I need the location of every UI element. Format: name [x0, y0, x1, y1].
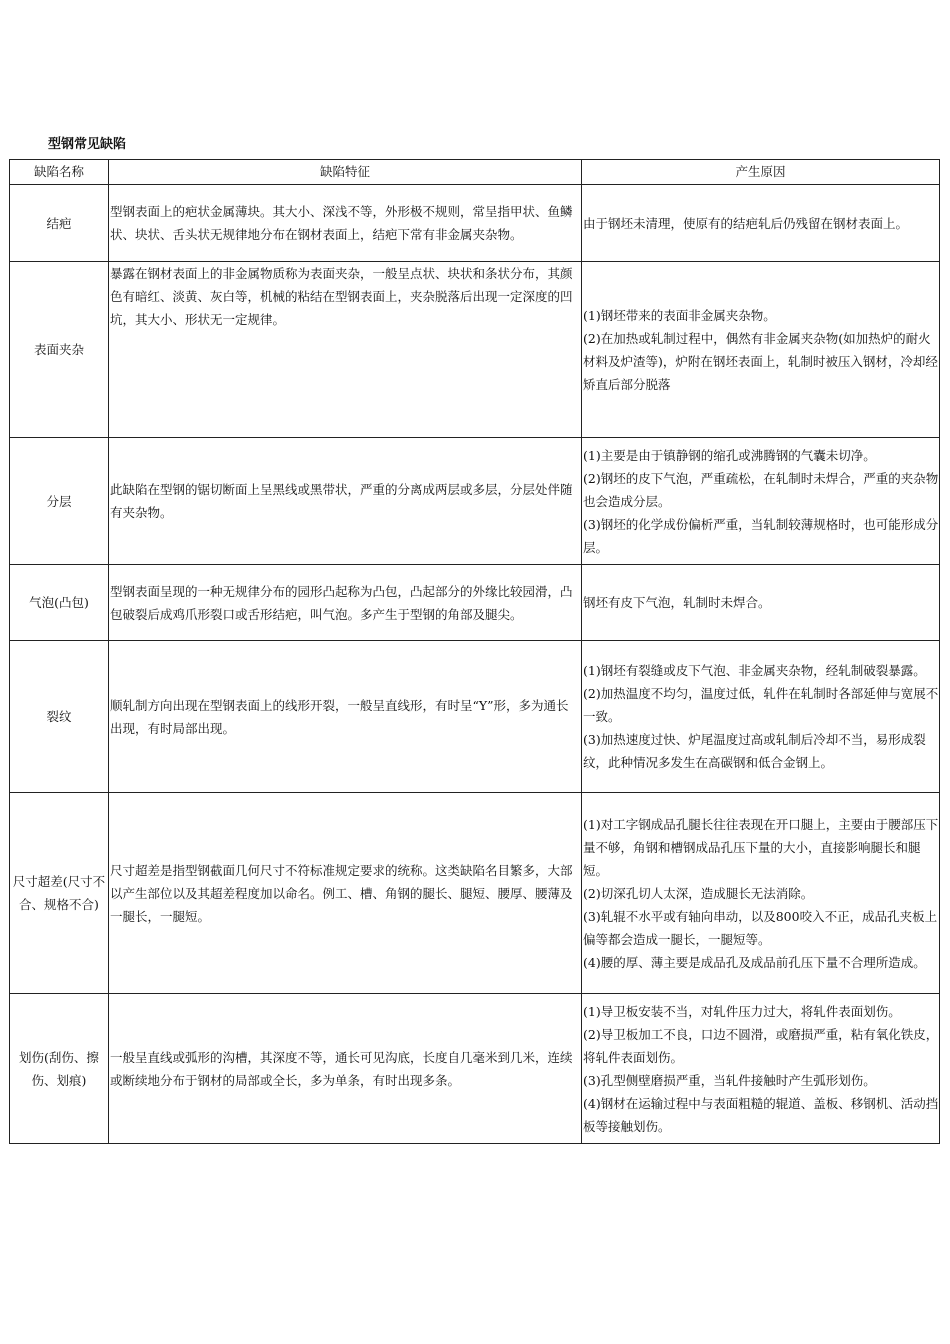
- defect-name: 表面夹杂: [10, 262, 109, 438]
- defect-cause: [582, 262, 940, 438]
- defect-name: 裂纹: [10, 641, 109, 793]
- cause-item: 钢坯有皮下气泡，轧制时未焊合。: [583, 595, 771, 610]
- cause-item: (2)钢坯的皮下气泡，严重疏松，在轧制时未焊合，严重的夹杂物也会造成分层。: [583, 470, 939, 509]
- defect-feature: 一般呈直线或弧形的沟槽，其深度不等，通长可见沟底，长度自几毫米到几米，连续或断续地分布于钢材的局部或全长，多为单条，有时出现多条。: [109, 994, 582, 1144]
- defect-cause: [582, 565, 940, 641]
- table-row: [10, 994, 940, 1144]
- table-header-row: [10, 160, 940, 185]
- table-row: [10, 262, 940, 438]
- table-row: [10, 793, 940, 994]
- cause-item: (4)钢材在运输过程中与表面粗糙的辊道、盖板、移钢机、活动挡板等接触划伤。: [583, 1095, 939, 1134]
- defect-name: 结疤: [10, 185, 109, 262]
- cause-item: (2)切深孔切人太深，造成腿长无法消除。: [583, 885, 814, 901]
- cause-item: (2)导卫板加工不良，口边不圆滑，或磨损严重，粘有氧化铁皮，将轧件表面划伤。: [583, 1026, 939, 1065]
- defect-feature: 型钢表面上的疤状金属薄块。其大小、深浅不等，外形极不规则，常呈指甲状、鱼鳞状、块状、舌头状无规律地分布在钢材表面上，结疤下常有非金属夹杂物。: [109, 185, 582, 262]
- cause-item: (2)加热温度不均匀，温度过低，轧件在轧制时各部延伸与宽展不一致。: [583, 686, 939, 724]
- cause-item: (3)孔型侧壁磨损严重，当轧件接触时产生弧形划伤。: [583, 1072, 876, 1088]
- table-row: [10, 641, 940, 793]
- table-row: [10, 438, 940, 565]
- cause-item: (4)腰的厚、薄主要是成品孔及成品前孔压下量不合理所造成。: [583, 954, 926, 970]
- header-defect-name: 缺陷名称: [10, 160, 109, 185]
- defect-cause: [582, 994, 940, 1144]
- defect-feature: 尺寸超差是指型钢截面几何尺寸不符标准规定要求的统称。这类缺陷名目繁多，大部以产生部位以及其超差程度加以命名。例工、槽、角钢的腿长、腿短、腰厚、腰薄及一腿长，一腿短。: [109, 793, 582, 994]
- cause-item: (1)对工字钢成品孔腿长往往表现在开口腿上，主要由于腰部压下量不够，角钢和槽钢成品孔压下量的大小，直接影响腿长和腿短。: [583, 816, 939, 878]
- defect-name: 划伤(刮伤、擦伤、划痕): [10, 994, 109, 1144]
- cause-item: (1)主要是由于镇静钢的缩孔或沸腾钢的气囊未切净。: [583, 447, 876, 463]
- defect-name: 分层: [10, 438, 109, 565]
- cause-item: 由于钢坯未清理，使原有的结疤轧后仍残留在钢材表面上。: [583, 215, 909, 231]
- defect-cause: [582, 438, 940, 565]
- defect-cause: [582, 185, 940, 262]
- cause-item: (2)在加热或轧制过程中，偶然有非金属夹杂物(如加热炉的耐火材料及炉渣等)，炉附在钢坯表面上，轧制时被压入钢材，冷却经矫直后部分脱落: [583, 330, 938, 392]
- table-row: [10, 565, 940, 641]
- defect-feature: 顺轧制方向出现在型钢表面上的线形开裂，一般呈直线形，有时呈“Y”形，多为通长出现，有时局部出现。: [109, 641, 582, 793]
- defect-feature: 暴露在钢材表面上的非金属物质称为表面夹杂，一般呈点状、块状和条状分布，其颜色有暗红、淡黄、灰白等，机械的粘结在型钢表面上，夹杂脱落后出现一定深度的凹坑，其大小、形状无一定规律。: [109, 262, 582, 438]
- defect-feature: 型钢表面呈现的一种无规律分布的园形凸起称为凸包，凸起部分的外缘比较园滑，凸包破裂后成鸡爪形裂口或舌形结疤，叫气泡。多产生于型钢的角部及腿尖。: [109, 565, 582, 641]
- cause-item: (1)钢坯有裂缝或皮下气泡、非金属夹杂物，经轧制破裂暴露。: [583, 663, 926, 678]
- page-title: 型钢常见缺陷: [48, 137, 127, 152]
- defects-table: [9, 159, 940, 1144]
- header-defect-feature: 缺陷特征: [109, 160, 582, 185]
- header-cause: 产生原因: [582, 160, 940, 185]
- cause-item: (3)加热速度过快、炉尾温度过高或轧制后冷却不当，易形成裂纹，此种情况多发生在高碳钢和低合金钢上。: [583, 732, 926, 770]
- cause-item: (3)钢坯的化学成份偏析严重，当轧制较薄规格时，也可能形成分层。: [583, 516, 939, 555]
- cause-item: (1)导卫板安装不当，对轧件压力过大，将轧件表面划伤。: [583, 1003, 901, 1019]
- defect-feature: 此缺陷在型钢的锯切断面上呈黑线或黑带状，严重的分离成两层或多层，分层处伴随有夹杂物。: [109, 438, 582, 565]
- defect-cause: [582, 641, 940, 793]
- defect-cause: [582, 793, 940, 994]
- table-row: [10, 185, 940, 262]
- defect-name: 气泡(凸包): [10, 565, 109, 641]
- cause-item: (1)钢坯带来的表面非金属夹杂物。: [583, 307, 776, 323]
- cause-item: (3)轧辊不水平或有轴向串动，以及800咬入不正，成品孔夹板上偏等都会造成一腿长，一腿短等。: [583, 908, 938, 947]
- defect-name: 尺寸超差(尺寸不合、规格不合): [10, 793, 109, 994]
